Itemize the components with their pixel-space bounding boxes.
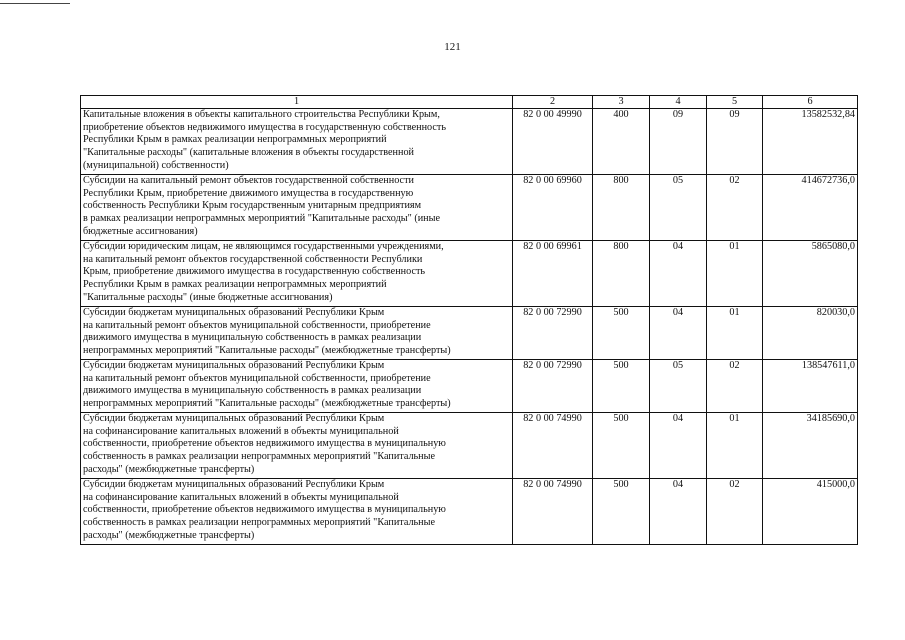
row-description: Субсидии бюджетам муниципальных образований Республики Крым на софинансирование капитальных вложений в объекты муниципальной собственности, приобретение объектов недвижимого имущества в муниципальную собственность в рамках реализации непрограммных мероприятий "Капитальные расходы" (межбюджетные трансферты): [81, 479, 513, 545]
row-section: 09: [650, 109, 707, 175]
row-target-code: 82 0 00 49990: [513, 109, 593, 175]
row-subsection: 01: [707, 307, 763, 360]
row-amount: 34185690,0: [763, 413, 858, 479]
row-target-code: 82 0 00 72990: [513, 307, 593, 360]
row-description: Субсидии бюджетам муниципальных образований Республики Крым на капитальный ремонт объектов муниципальной собственности, приобретение движимого имущества в муниципальную собственность в рамках реализации непрограммных мероприятий "Капитальные расходы" (межбюджетные трансферты): [81, 307, 513, 360]
row-description: Субсидии на капитальный ремонт объектов государственной собственности Республики Крым, приобретение движимого имущества в государственную собственность Республики Крым государственным унитарным предприятиям в рамках реализации непрограммных мероприятий "Капитальные расходы" (иные бюджетные ассигнования): [81, 175, 513, 241]
table-row: [81, 175, 858, 241]
row-subsection: 02: [707, 479, 763, 545]
row-description: Субсидии бюджетам муниципальных образований Республики Крым на софинансирование капитальных вложений в объекты муниципальной собственности, приобретение объектов недвижимого имущества в муниципальную собственность в рамках реализации непрограммных мероприятий "Капитальные расходы" (межбюджетные трансферты): [81, 413, 513, 479]
row-amount: 13582532,84: [763, 109, 858, 175]
row-section: 04: [650, 479, 707, 545]
row-amount: 820030,0: [763, 307, 858, 360]
table-row: [81, 241, 858, 307]
header-col-3: 3: [593, 96, 650, 109]
row-amount: 5865080,0: [763, 241, 858, 307]
row-section: 05: [650, 360, 707, 413]
row-expense-type: 500: [593, 360, 650, 413]
row-expense-type: 500: [593, 307, 650, 360]
row-section: 05: [650, 175, 707, 241]
row-expense-type: 800: [593, 241, 650, 307]
row-subsection: 02: [707, 175, 763, 241]
header-col-6: 6: [763, 96, 858, 109]
row-expense-type: 500: [593, 479, 650, 545]
row-description: Субсидии бюджетам муниципальных образований Республики Крым на капитальный ремонт объектов муниципальной собственности, приобретение движимого имущества в муниципальную собственность в рамках реализации непрограммных мероприятий "Капитальные расходы" (межбюджетные трансферты): [81, 360, 513, 413]
corner-rule: [0, 3, 70, 4]
table-row: [81, 109, 858, 175]
row-expense-type: 500: [593, 413, 650, 479]
row-section: 04: [650, 241, 707, 307]
row-subsection: 02: [707, 360, 763, 413]
row-subsection: 01: [707, 413, 763, 479]
row-target-code: 82 0 00 69960: [513, 175, 593, 241]
row-target-code: 82 0 00 69961: [513, 241, 593, 307]
header-col-5: 5: [707, 96, 763, 109]
table-row: [81, 479, 858, 545]
row-subsection: 01: [707, 241, 763, 307]
header-col-2: 2: [513, 96, 593, 109]
table-row: [81, 307, 858, 360]
budget-table: [80, 95, 858, 545]
row-section: 04: [650, 307, 707, 360]
row-target-code: 82 0 00 74990: [513, 413, 593, 479]
row-description: Субсидии юридическим лицам, не являющимся государственными учреждениями, на капитальный ремонт объектов государственной собственности Республики Крым, приобретение движимого имущества в государственную собственность Республики Крым в рамках реализации непрограммных мероприятий "Капитальные расходы" (иные бюджетные ассигнования): [81, 241, 513, 307]
row-target-code: 82 0 00 72990: [513, 360, 593, 413]
row-expense-type: 800: [593, 175, 650, 241]
row-section: 04: [650, 413, 707, 479]
table-row: [81, 413, 858, 479]
header-col-1: 1: [81, 96, 513, 109]
page-number: 121: [444, 41, 461, 53]
table-header-row: [81, 96, 858, 109]
header-col-4: 4: [650, 96, 707, 109]
row-amount: 414672736,0: [763, 175, 858, 241]
row-description: Капитальные вложения в объекты капитального строительства Республики Крым, приобретение объектов недвижимого имущества в государственную собственность Республики Крым в рамках реализации непрограммных мероприятий "Капитальные расходы" (капитальные вложения в объекты государственной (муниципальной) собственности): [81, 109, 513, 175]
row-subsection: 09: [707, 109, 763, 175]
row-expense-type: 400: [593, 109, 650, 175]
row-target-code: 82 0 00 74990: [513, 479, 593, 545]
row-amount: 415000,0: [763, 479, 858, 545]
table-row: [81, 360, 858, 413]
row-amount: 138547611,0: [763, 360, 858, 413]
